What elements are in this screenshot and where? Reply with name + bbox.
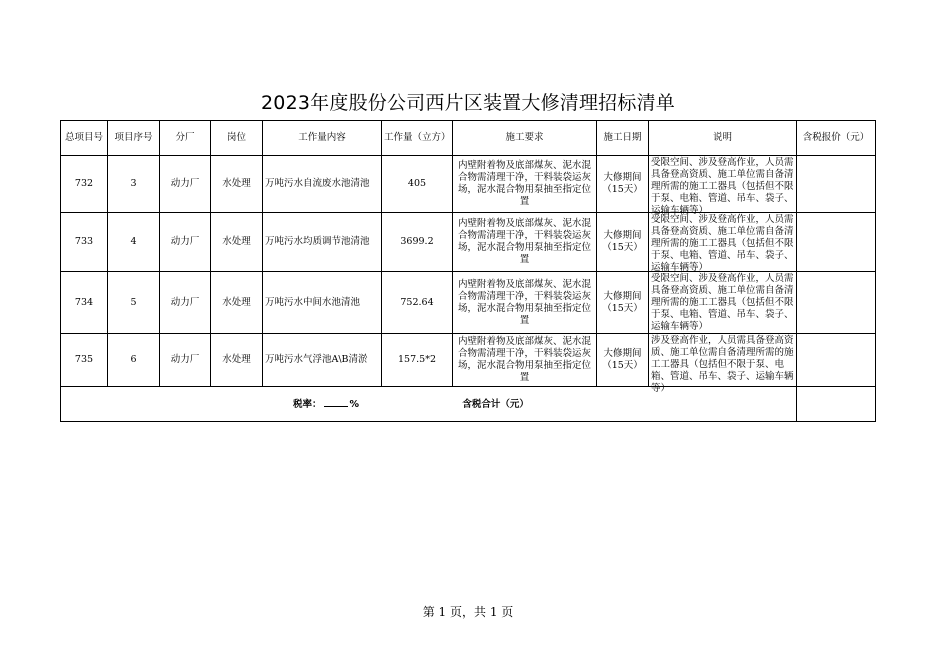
tax-rate-field: [293, 399, 362, 410]
cell-content: 万吨污水自流废水池清池: [263, 156, 382, 213]
cell-total-no: 733: [61, 213, 108, 272]
table-row: [61, 213, 876, 272]
cell-content: 万吨污水气浮池A\B清淤: [263, 334, 382, 387]
header-note: 说明: [649, 121, 797, 156]
table-footer-row: [61, 387, 876, 422]
page-number: 第 1 页，共 1 页: [422, 605, 514, 619]
cell-date: 大修期间（15天）: [597, 156, 649, 213]
cell-item-no: 3: [108, 156, 160, 213]
cell-quantity: 405: [382, 156, 453, 213]
cell-item-no: 6: [108, 334, 160, 387]
total-with-tax-label: 含税合计（元）: [462, 398, 529, 410]
cell-branch: 动力厂: [160, 334, 211, 387]
cell-requirement: 内壁附着物及底部煤灰、泥水混合物需清理干净，干料装袋运灰场，泥水混合物用泵抽至指定位置: [453, 213, 597, 272]
cell-date: 大修期间（15天）: [597, 213, 649, 272]
cell-post: 水处理: [211, 272, 263, 334]
cell-price[interactable]: [797, 213, 876, 272]
cell-date: 大修期间（15天）: [597, 334, 649, 387]
cell-post: 水处理: [211, 156, 263, 213]
cell-content: 万吨污水中间水池清池: [263, 272, 382, 334]
cell-total-no: 735: [61, 334, 108, 387]
cell-content: 万吨污水均质调节池清池: [263, 213, 382, 272]
note-text: 涉及登高作业，人员需具备登高资质、施工单位需自备清理所需的施工工器具（包括但不限于泵、电箱、管道、吊车、袋子、运输车辆等）: [651, 334, 794, 394]
note-text: 受限空间、涉及登高作业，人员需具备登高资质、施工单位需自备清理所需的施工工器具（包括但不限于泵、电箱、管道、吊车、袋子、运输车辆等）: [651, 272, 794, 332]
header-date: 施工日期: [597, 121, 649, 156]
cell-item-no: 4: [108, 213, 160, 272]
cell-requirement: 内壁附着物及底部煤灰、泥水混合物需清理干净，干料装袋运灰场，泥水混合物用泵抽至指定位置: [453, 334, 597, 387]
bid-table: [60, 120, 876, 422]
note-text: 受限空间、涉及登高作业，人员需具备登高资质、施工单位需自备清理所需的施工工器具（包括但不限于泵、电箱、管道、吊车、袋子、运输车辆等）: [651, 213, 794, 273]
cell-branch: 动力厂: [160, 213, 211, 272]
total-with-tax-value[interactable]: [797, 387, 876, 422]
cell-total-no: 734: [61, 272, 108, 334]
cell-note: [649, 272, 797, 334]
tax-rate-unit: %: [349, 398, 360, 410]
header-total-no: 总项目号: [61, 121, 108, 156]
header-price: 含税报价（元）: [797, 121, 876, 156]
cell-requirement: 内壁附着物及底部煤灰、泥水混合物需清理干净，干料装袋运灰场，泥水混合物用泵抽至指定位置: [453, 156, 597, 213]
table-row: [61, 334, 876, 387]
cell-total-no: 732: [61, 156, 108, 213]
cell-price[interactable]: [797, 156, 876, 213]
table-row: [61, 272, 876, 334]
document-title: 2023年度股份公司西片区装置大修清理招标清单: [261, 92, 675, 114]
cell-post: 水处理: [211, 334, 263, 387]
cell-requirement: 内壁附着物及底部煤灰、泥水混合物需清理干净，干料装袋运灰场，泥水混合物用泵抽至指定位置: [453, 272, 597, 334]
note-text: 受限空间、涉及登高作业，人员需具备登高资质、施工单位需自备清理所需的施工工器具（包括但不限于泵、电箱、管道、吊车、袋子、运输车辆等）: [651, 156, 794, 216]
header-item-no: 项目序号: [108, 121, 160, 156]
footer-summary-cell: [61, 387, 797, 422]
header-post: 岗位: [211, 121, 263, 156]
header-requirement: 施工要求: [453, 121, 597, 156]
cell-quantity: 3699.2: [382, 213, 453, 272]
tax-rate-blank[interactable]: [324, 398, 348, 407]
cell-note: [649, 334, 797, 394]
table-header-row: [61, 121, 876, 156]
cell-date: 大修期间（15天）: [597, 272, 649, 334]
cell-note: [649, 213, 797, 272]
cell-branch: 动力厂: [160, 156, 211, 213]
header-quantity: 工作量（立方）: [382, 121, 453, 156]
header-content: 工作量内容: [263, 121, 382, 156]
cell-price[interactable]: [797, 272, 876, 334]
cell-post: 水处理: [211, 213, 263, 272]
cell-branch: 动力厂: [160, 272, 211, 334]
header-branch: 分厂: [160, 121, 211, 156]
cell-quantity: 157.5*2: [382, 334, 453, 387]
tax-rate-label: 税率：: [293, 398, 322, 410]
table-row: [61, 156, 876, 213]
cell-note: [649, 156, 797, 216]
cell-item-no: 5: [108, 272, 160, 334]
cell-quantity: 752.64: [382, 272, 453, 334]
cell-price[interactable]: [797, 334, 876, 387]
